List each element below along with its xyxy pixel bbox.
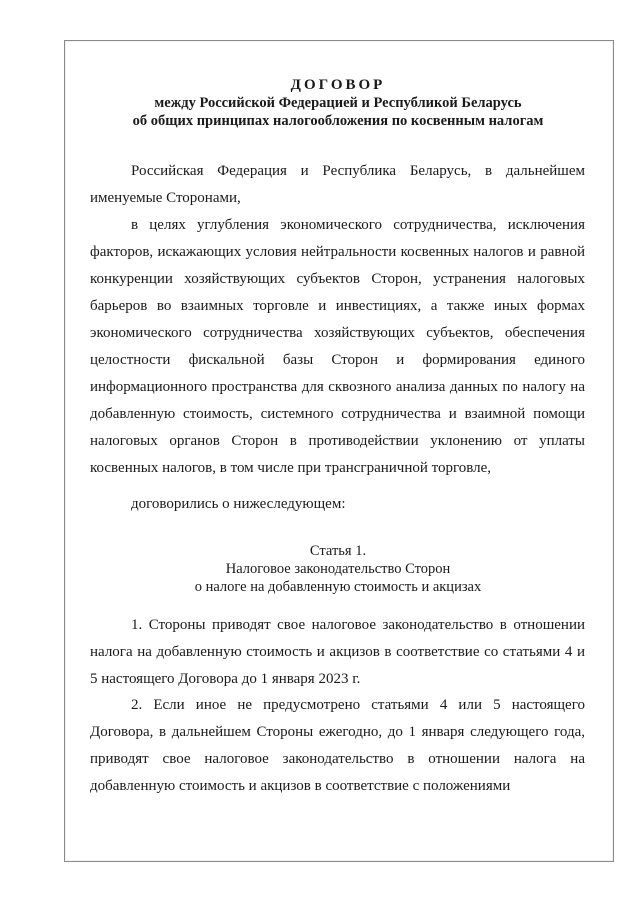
article-1-paragraph-1: 1. Стороны приводят свое налоговое законодательство в отношении налога на добавленную стоимость и акцизов в соответствие со статьями 4 и 5 настоящего Договора до 1 января 2023 г. [90, 617, 585, 687]
title-block [64, 76, 612, 130]
preamble-parties: Российская Федерация и Республика Беларусь, в дальнейшем именуемые Сторонами, [90, 163, 585, 206]
preamble-agreed: договорились о нижеследующем: [131, 496, 346, 512]
document-title: ДОГОВОР [290, 77, 386, 93]
article-1-number: Статья 1. [309, 543, 367, 559]
document-subtitle-line-2: об общих принципах налогообложения по косвенным налогам [132, 113, 544, 129]
document-subtitle-line-1: между Российской Федерацией и Республикой Беларусь [154, 95, 522, 111]
article-1-title-line-1: Налоговое законодательство Сторон [225, 561, 451, 577]
article-1-paragraph-2: 2. Если иное не предусмотрено статьями 4 или 5 настоящего Договора, в дальнейшем Стороны ежегодно, до 1 января следующего года, приводят свое налоговое законодательство в отношении налога на добавленную стоимость и акцизов в соответствие с положениями [90, 697, 585, 794]
preamble-purpose: в целях углубления экономического сотрудничества, исключения факторов, искажающих условия нейтральности косвенных налогов и равной конкуренции хозяйствующих субъектов Сторон, устранения налоговых барьеров во взаимных торговле и инвестициях, а также иных формах экономического сотрудничества хозяйствующих субъектов, обеспечения целостности фискальной базы Сторон и формирования единого информационного пространства для сквозного анализа данных по налогу на добавленную стоимость, системного сотрудничества и взаимной помощи налоговых органов Сторон в противодействии уклонению от уплаты косвенных налогов, в том числе при трансграничной торговле, [90, 217, 585, 476]
article-1-heading [64, 542, 612, 596]
article-1-title-line-2: о налоге на добавленную стоимость и акцизах [194, 579, 482, 595]
